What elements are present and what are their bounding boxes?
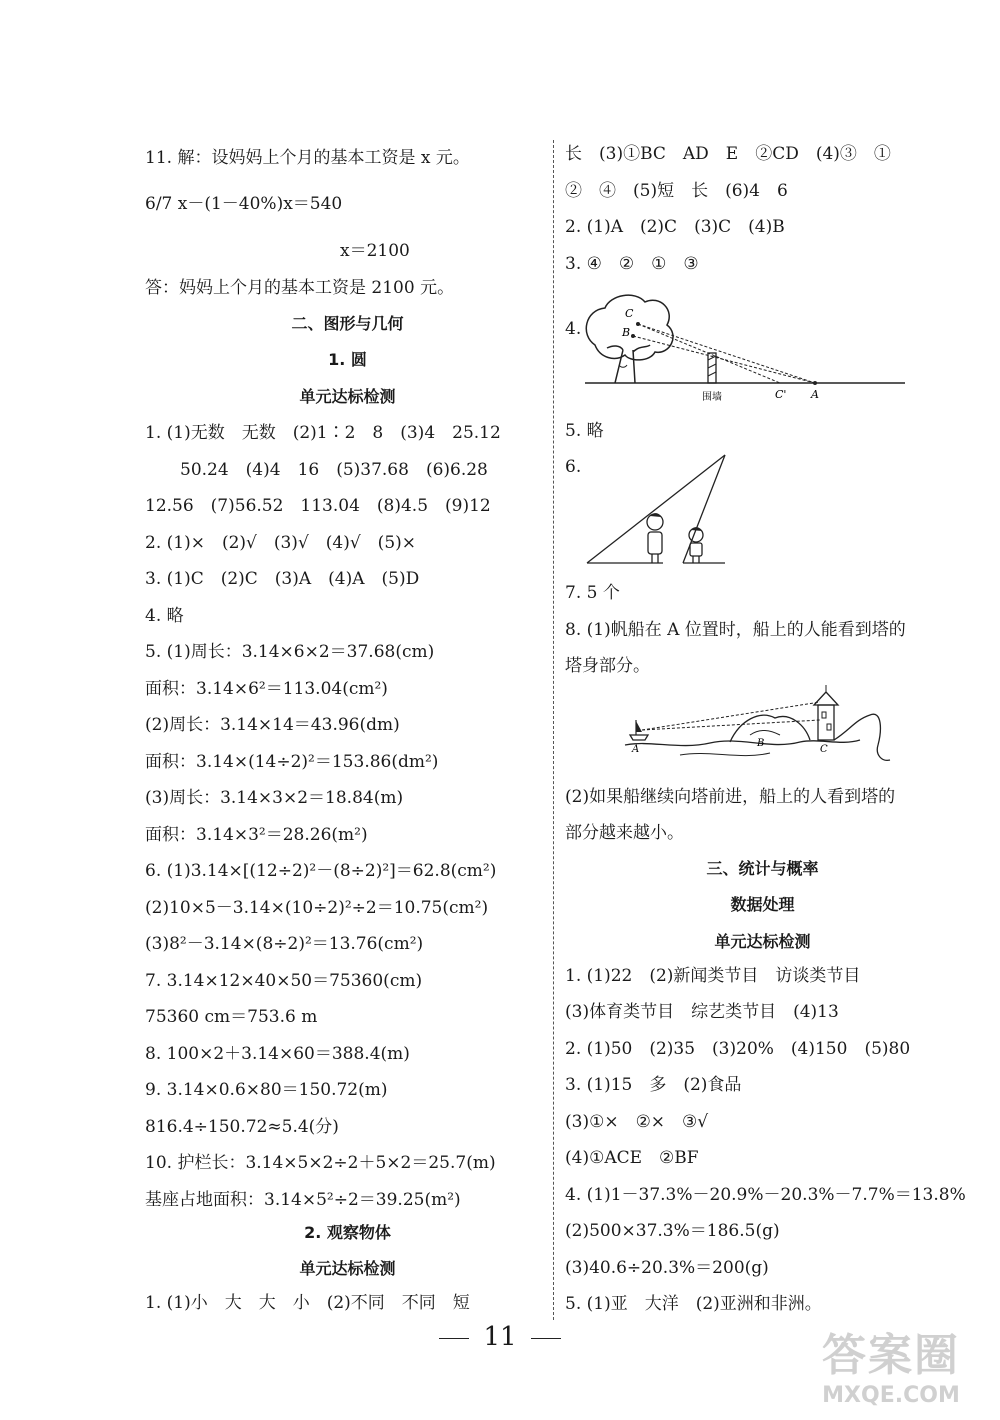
column-divider xyxy=(553,140,554,1320)
answer-line: (2)10×5－3.14×(10÷2)²÷2＝10.75(cm²) xyxy=(145,898,489,918)
answer-line: 面积：3.14×6²＝113.04(cm²) xyxy=(145,679,388,699)
answer-line: 6. (1)3.14×[(12÷2)²－(8÷2)²]＝62.8(cm²) xyxy=(145,861,497,881)
answer-line: 5. (1)周长：3.14×6×2＝37.68(cm) xyxy=(145,642,435,662)
watermark-url: MXQE.COM xyxy=(822,1383,960,1408)
answer-line: (2)如果船继续向塔前进，船上的人看到塔的 xyxy=(565,787,896,807)
answer-line: 3. (1)15 多 (2)食品 xyxy=(565,1075,742,1095)
answer-line: (4)①ACE ②BF xyxy=(565,1148,699,1168)
answer-line: 1. (1)22 (2)新闻类节目 访谈类节目 xyxy=(565,966,861,986)
section-heading: 单元达标检测 xyxy=(299,1259,396,1278)
answer-line: 9. 3.14×0.6×80＝150.72(m) xyxy=(145,1080,388,1100)
answer-line: 答：妈妈上个月的基本工资是 2100 元。 xyxy=(145,278,455,298)
section-heading: 数据处理 xyxy=(730,895,795,914)
answer-line: 长 (3)①BC AD E ②CD (4)③ ① xyxy=(565,144,891,164)
section-heading: 单元达标检测 xyxy=(714,932,811,951)
answer-line: (3)8²－3.14×(8÷2)²＝13.76(cm²) xyxy=(145,934,424,954)
answer-line: 6. xyxy=(565,457,582,477)
label-b: B xyxy=(622,326,631,339)
label-wall: 围墙 xyxy=(702,392,722,403)
label-c: C xyxy=(820,744,828,755)
answer-line: 816.4÷150.72≈5.4(分) xyxy=(145,1117,339,1137)
answer-line: 8. (1)帆船在 A 位置时，船上的人能看到塔的 xyxy=(565,620,906,640)
label-c-prime: C' xyxy=(775,388,787,401)
answer-line: (3)①× ②× ③√ xyxy=(565,1112,709,1132)
answer-line: 面积：3.14×3²＝28.26(m²) xyxy=(145,825,368,845)
answer-line: x＝2100 xyxy=(340,241,410,261)
figure-boat-tower xyxy=(620,680,900,770)
section-heading: 1. 圆 xyxy=(328,350,367,369)
answer-line: (2)周长：3.14×14＝43.96(dm) xyxy=(145,715,400,735)
answer-line: ② ④ (5)短 长 (6)4 6 xyxy=(565,181,788,201)
answer-line: (3)40.6÷20.3%＝200(g) xyxy=(565,1258,769,1278)
answer-line: 2. (1)A (2)C (3)C (4)B xyxy=(565,217,785,237)
answer-line: 4. 略 xyxy=(145,606,184,626)
answer-line: 75360 cm＝753.6 m xyxy=(145,1007,318,1027)
answer-line: (3)体育类节目 综艺类节目 (4)13 xyxy=(565,1002,839,1022)
answer-line: 3. ④ ② ① ③ xyxy=(565,254,699,274)
label-a: A xyxy=(811,388,819,401)
watermark-text: 答案圈 xyxy=(822,1330,960,1381)
answer-line: 5. 略 xyxy=(565,421,604,441)
section-heading: 单元达标检测 xyxy=(299,387,396,406)
answer-line: 3. (1)C (2)C (3)A (4)A (5)D xyxy=(145,569,420,589)
answer-line: 面积：3.14×(14÷2)²＝153.86(dm²) xyxy=(145,752,439,772)
answer-line: 50.24 (4)4 16 (5)37.68 (6)6.28 xyxy=(180,460,488,480)
answer-line: 7. 3.14×12×40×50＝75360(cm) xyxy=(145,971,423,991)
figure-tree-wall xyxy=(575,290,910,410)
answer-line: 11. 解：设妈妈上个月的基本工资是 x 元。 xyxy=(145,148,470,168)
answer-line: 2. (1)50 (2)35 (3)20% (4)150 (5)80 xyxy=(565,1039,911,1059)
section-heading: 三、统计与概率 xyxy=(706,859,819,878)
answer-line: 1. (1)小 大 大 小 (2)不同 不同 短 xyxy=(145,1293,470,1313)
answer-line: 7. 5 个 xyxy=(565,583,620,603)
watermark-logo xyxy=(796,1319,986,1408)
answer-line: 部分越来越小。 xyxy=(565,823,684,843)
answer-line: 6/7 x－(1－40%)x＝540 xyxy=(145,194,343,214)
answer-line: 塔身部分。 xyxy=(565,656,650,676)
answer-line: 12.56 (7)56.52 113.04 (8)4.5 (9)12 xyxy=(145,496,491,516)
answer-line: 10. 护栏长：3.14×5×2÷2＋5×2＝25.7(m) xyxy=(145,1153,496,1173)
answer-line: 基座占地面积：3.14×5²÷2＝39.25(m²) xyxy=(145,1190,461,1210)
answer-line: 2. (1)× (2)√ (3)√ (4)√ (5)× xyxy=(145,533,417,553)
answer-line: 1. (1)无数 无数 (2)1∶2 8 (3)4 25.12 xyxy=(145,423,501,443)
answer-line: 8. 100×2＋3.14×60＝388.4(m) xyxy=(145,1044,410,1064)
answer-line: 4. (1)1－37.3%－20.9%－20.3%－7.7%＝13.8% xyxy=(565,1185,966,1205)
answer-line: 5. (1)亚 大洋 (2)亚洲和非洲。 xyxy=(565,1294,822,1314)
section-heading: 二、图形与几何 xyxy=(291,314,404,333)
answer-line: (2)500×37.3%＝186.5(g) xyxy=(565,1221,780,1241)
figure-people-shadows xyxy=(575,450,735,570)
page-number-text: 11 xyxy=(483,1322,517,1352)
answer-line: 4. xyxy=(565,319,582,339)
label-a: A xyxy=(632,744,640,755)
answer-line: (3)周长：3.14×3×2＝18.84(m) xyxy=(145,788,404,808)
section-heading: 2. 观察物体 xyxy=(304,1223,391,1242)
label-c: C xyxy=(625,307,634,320)
label-b: B xyxy=(757,738,765,749)
